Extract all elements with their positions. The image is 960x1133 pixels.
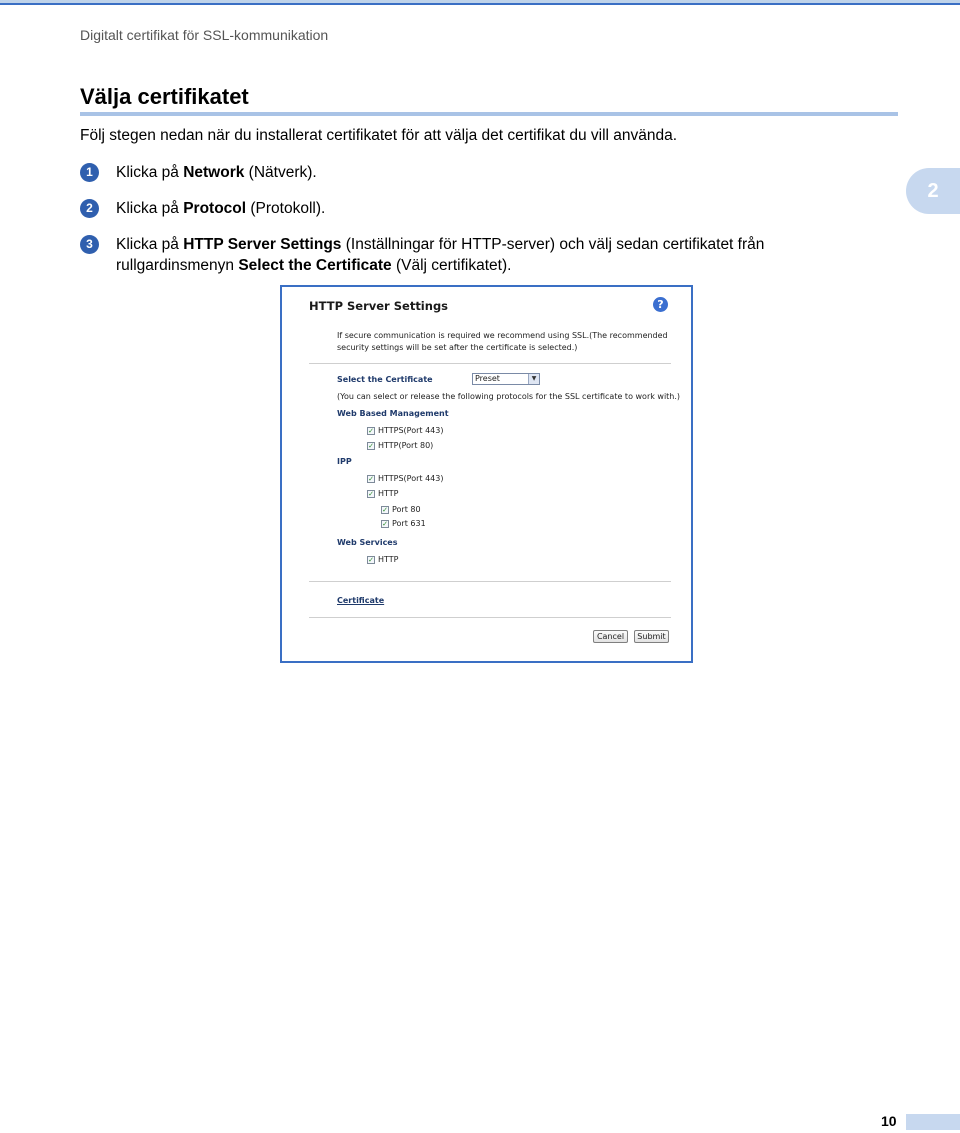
checkbox[interactable]: ✓ bbox=[368, 555, 374, 564]
web-based-management-label: Web Based Management bbox=[337, 409, 449, 418]
checkbox-row[interactable] bbox=[367, 441, 433, 450]
chapter-tab: 2 bbox=[906, 168, 960, 214]
checkbox-row[interactable] bbox=[367, 474, 443, 483]
checkbox[interactable]: ✓ bbox=[368, 441, 374, 450]
intro-text: Följ stegen nedan när du installerat certifikatet för att välja det certifikat du vill använda. bbox=[80, 127, 678, 144]
checkbox-label: HTTPS(Port 443) bbox=[378, 426, 444, 435]
checkbox-label: Port 631 bbox=[392, 519, 426, 528]
http-server-settings-screenshot bbox=[280, 285, 693, 663]
step-number-badge: 2 bbox=[80, 199, 99, 218]
checkbox-label: HTTP(Port 80) bbox=[378, 441, 434, 450]
page-tab bbox=[906, 1114, 960, 1130]
submit-button[interactable]: Submit bbox=[634, 630, 669, 643]
divider bbox=[309, 363, 671, 364]
cancel-button[interactable]: Cancel bbox=[593, 630, 628, 643]
page-number: 10 bbox=[881, 1113, 897, 1129]
certificate-link[interactable]: Certificate bbox=[337, 596, 385, 605]
checkbox-row[interactable] bbox=[381, 505, 421, 514]
chevron-down-icon: ▼ bbox=[528, 374, 539, 384]
checkbox-label: Port 80 bbox=[392, 505, 421, 514]
checkbox[interactable]: ✓ bbox=[382, 505, 388, 514]
checkbox-row[interactable] bbox=[381, 519, 426, 528]
step-number-badge: 3 bbox=[80, 235, 99, 254]
checkbox-label: HTTP bbox=[378, 555, 399, 564]
step-text: Klicka på HTTP Server Settings (Inställningar för HTTP-server) och välj sedan certifikatet från rullgardinsmenyn Select the Certificate (Välj certifikatet). bbox=[116, 236, 765, 274]
running-header: Digitalt certifikat för SSL-kommunikation bbox=[80, 27, 329, 43]
step-text: Klicka på Network (Nätverk). bbox=[116, 164, 317, 181]
protocol-note: (You can select or release the following protocols for the SSL certificate to work with.) bbox=[337, 392, 681, 401]
description-text: If secure communication is required we recommend using SSL.(The recommended security settings will be set after the certificate is selected.) bbox=[337, 331, 668, 352]
section-title: Välja certifikatet bbox=[80, 84, 249, 109]
checkbox[interactable]: ✓ bbox=[382, 519, 388, 528]
checkbox-label: HTTPS(Port 443) bbox=[378, 474, 444, 483]
web-services-label: Web Services bbox=[337, 538, 398, 547]
help-icon[interactable]: ? bbox=[653, 297, 668, 312]
select-value: Preset bbox=[475, 374, 500, 383]
step-text: Klicka på Protocol (Protokoll). bbox=[116, 200, 326, 217]
certificate-select[interactable] bbox=[472, 373, 540, 385]
divider bbox=[309, 617, 671, 618]
checkbox[interactable]: ✓ bbox=[368, 489, 374, 498]
checkbox-row[interactable] bbox=[367, 426, 443, 435]
checkbox[interactable]: ✓ bbox=[368, 474, 374, 483]
top-rule bbox=[0, 0, 960, 5]
checkbox-row[interactable] bbox=[367, 489, 398, 498]
checkbox-label: HTTP bbox=[378, 489, 399, 498]
step-number-badge: 1 bbox=[80, 163, 99, 182]
panel-title: HTTP Server Settings bbox=[309, 299, 449, 313]
step-3 bbox=[80, 234, 880, 278]
title-rule bbox=[80, 112, 898, 116]
divider bbox=[309, 581, 671, 582]
ipp-label: IPP bbox=[337, 457, 352, 466]
checkbox[interactable]: ✓ bbox=[368, 426, 374, 435]
select-certificate-label: Select the Certificate bbox=[337, 375, 433, 384]
checkbox-row[interactable] bbox=[367, 555, 398, 564]
